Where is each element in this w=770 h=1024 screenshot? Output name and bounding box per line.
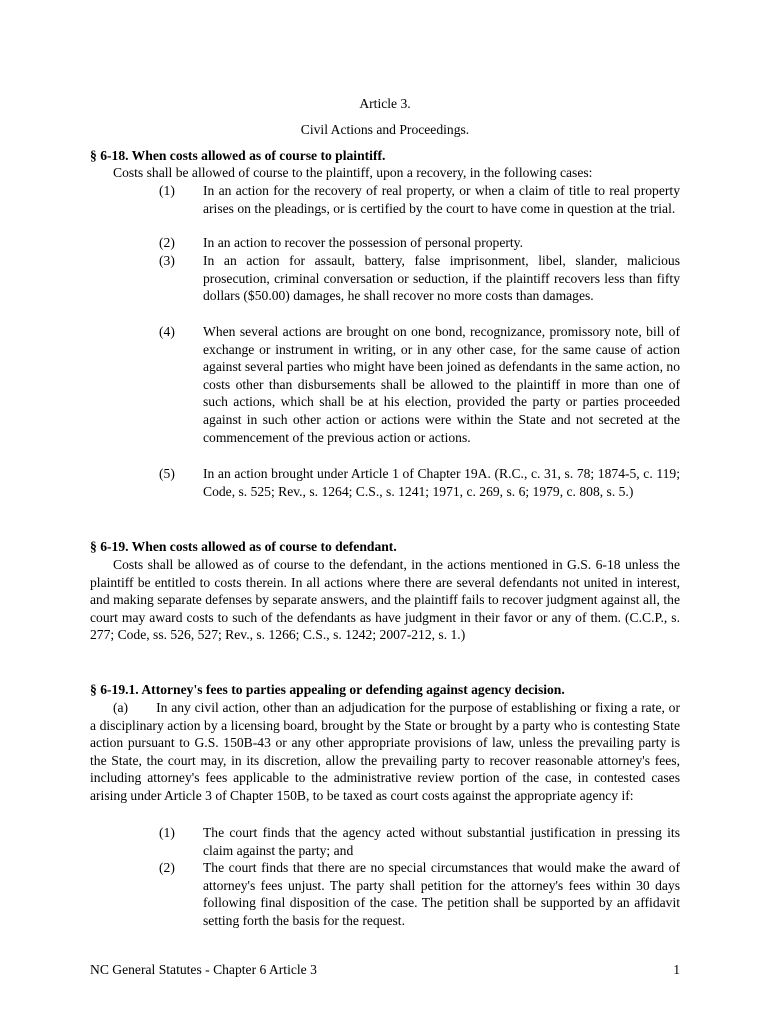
subsection-label: (a) [113, 700, 129, 715]
list-item-number: (2) [159, 235, 175, 250]
section-6-19-body: Costs shall be allowed as of course to the defendant, in the actions mentioned in G.S. 6-18 unless the plaintiff be entitled to costs therein. In all actions where there are several defendants not united in interest, and making separate defenses by separate answers, and the plaintiff fails to recover judgment against all, the court may award costs to such of the defendants as have judgment in their favor or any of them. (C.C.P., s. 277; Code, ss. 526, 527; Rev., s. 1266; C.S., s. 1242; 2007-212, s. 1.) [90, 557, 680, 643]
list-item-text: In an action brought under Article 1 of Chapter 19A. (R.C., c. 31, s. 78; 1874-5, c. 119; Code, s. 525; Rev., s. 1264; C.S., s. 1241; 1971, c. 269, s. 6; 1979, c. 808, s. 5.) [203, 466, 680, 499]
list-item [90, 234, 680, 252]
list-item-number: (3) [159, 253, 175, 268]
list-item-number: (5) [159, 466, 175, 481]
list-item-text: When several actions are brought on one bond, recognizance, promissory note, bill of exchange or instrument in writing, or in any other case, for the same cause of action against several parties who might have been joined as defendants in the same action, no costs other than disbursements shall be allowed to the plaintiff in more than one of such actions, which shall be at his election, provided the party or parties proceeded against in such other action or actions were within the State and not secreted at the commencement of the previous action or actions. [203, 324, 680, 445]
list-item [90, 182, 680, 217]
list-item [90, 252, 680, 305]
list-item [90, 465, 680, 500]
section-6-18-heading: § 6-18. When costs allowed as of course to plaintiff. [90, 148, 386, 163]
list-item-number: (4) [159, 324, 175, 339]
subsection-text: In any civil action, other than an adjudication for the purpose of establishing or fixing a rate, or a disciplinary action by a licensing board, brought by the State or brought by a party who is contesting State action pursuant to G.S. 150B-43 or any other appropriate provisions of law, unless the prevailing party is the State, the court may, in its discretion, allow the prevailing party to recover reasonable attorney's fees, including attorney's fees applicable to the administrative review portion of the case, in contested cases arising under Article 3 of Chapter 150B, to be taxed as court costs against the appropriate agency if: [90, 700, 680, 803]
list-item-number: (1) [159, 183, 175, 198]
list-item-text: In an action for the recovery of real property, or when a claim of title to real property arises on the pleadings, or is certified by the court to have come in question at the trial. [203, 183, 680, 216]
section-6-19-1-heading: § 6-19.1. Attorney's fees to parties appealing or defending against agency decision. [90, 682, 565, 697]
list-item [90, 859, 680, 929]
list-item [90, 824, 680, 859]
list-item-text: In an action for assault, battery, false imprisonment, libel, slander, malicious prosecution, criminal conversation or seduction, if the plaintiff recovers less than fifty dollars ($50.00) damages, he shall recover no more costs than damages. [203, 253, 680, 304]
list-item-number: (2) [159, 860, 175, 875]
list-item-text: The court finds that the agency acted without substantial justification in pressing its claim against the party; and [203, 825, 680, 858]
page-number: 1 [673, 962, 680, 977]
list-item [90, 323, 680, 446]
article-number: Article 3. [359, 96, 411, 111]
list-item-text: The court finds that there are no special circumstances that would make the award of attorney's fees unjust. The party shall petition for the attorney's fees within 30 days following final disposition of the case. The petition shall be supported by an affidavit setting forth the basis for the request. [203, 860, 680, 928]
list-item-number: (1) [159, 825, 175, 840]
footer-title: NC General Statutes - Chapter 6 Article 3 [90, 962, 317, 977]
section-6-19-1-body [90, 699, 680, 805]
article-title: Civil Actions and Proceedings. [300, 122, 470, 137]
list-item-text: In an action to recover the possession of personal property. [203, 235, 523, 250]
section-6-19-heading: § 6-19. When costs allowed as of course to defendant. [90, 539, 397, 554]
section-6-18-intro: Costs shall be allowed of course to the plaintiff, upon a recovery, in the following cases: [113, 165, 593, 180]
